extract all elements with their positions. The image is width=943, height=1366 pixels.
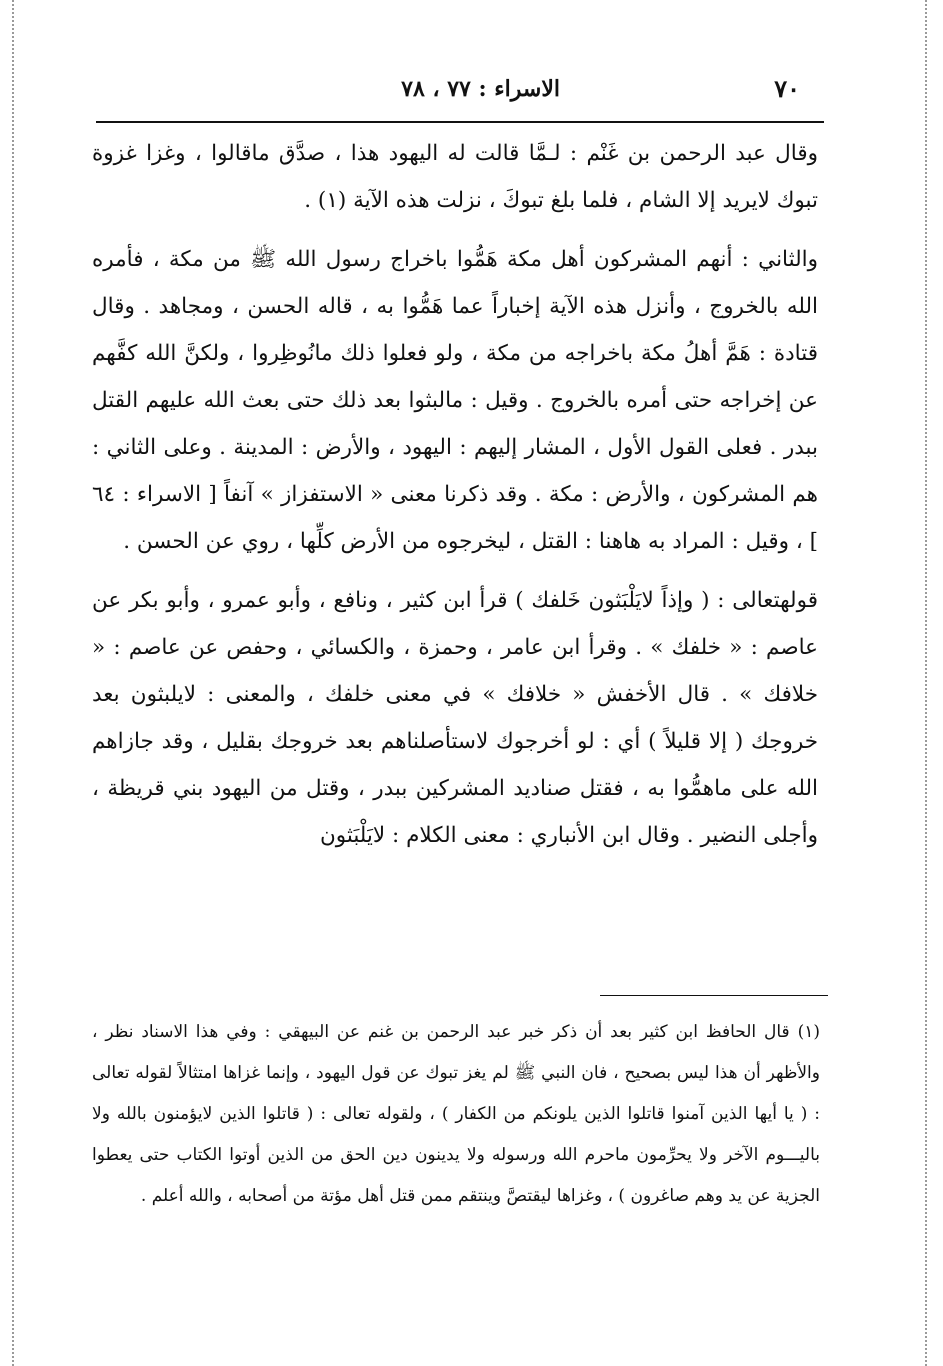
paragraph-3: قولهتعالى : ( وإذاً لايَلْبَثون خَلفك ) قرأ ابن كثير ، ونافع ، وأبو عمرو ، وأبو بكر عن عاصم : « خلفك » . وقرأ ابن عامر ، وحمزة ، والكسائي ، وحفص عن عاصم : « خلافك » . قال الأخفش « خلافك » في معنى خلفك ، والمعنى : لايلبثون بعد خروجك ( إلا قليلاً ) أي : لو أخرجوك لاستأصلناهم بعد خروجك بقليل ، وقد جازاهم الله على ماهمُّوا به ، فقتل صناديد المشركين ببدر ، وقتل من اليهود بني قريظة ، وأجلى النضير . وقال ابن الأنباري : معنى الكلام : لايَلْبَثون	[92, 588, 818, 848]
paragraph-2: والثاني : أنهم المشركون أهل مكة هَمُّوا باخراج رسول الله ﷺ من مكة ، فأمره الله بالخروج ، وأنزل هذه الآية إخباراً عما هَمُّوا به ، قاله الحسن ، ومجاهد . وقال قتادة : هَمَّ أهلُ مكة باخراجه من مكة ، ولو فعلوا ذلك مانُوظِروا ، ولكنَّ الله كفَّهم عن إخراجه حتى أمره بالخروج . وقيل : مالبثوا بعد ذلك حتى بعث الله عليهم القتل ببدر . فعلى القول الأول ، المشار إليهم : اليهود ، والأرض : المدينة . وعلى الثاني : هم المشركون ، والأرض : مكة . وقد ذكرنا معنى « الاستفزاز » آنفاً [ الاسراء : ٦٤ ] ، وقيل : المراد به هاهنا : القتل ، ليخرجوه من الأرض كلِّها ، روي عن الحسن .	[92, 247, 818, 554]
header-rule	[96, 121, 824, 123]
main-text	[92, 130, 818, 859]
scan-edge-right	[925, 0, 927, 1366]
page-number: ٧٠	[774, 74, 800, 103]
footnote-1: (١) قال الحافظ ابن كثير بعد أن ذكر خبر عبد الرحمن بن غنم عن البيهقي : وفي هذا الاسناد نظر ، والأظهر أن هذا ليس بصحيح ، فان النبي ﷺ لم يغز تبوك عن قول اليهود ، وإنما غزاها امتثالاً لقوله تعالى : ( يا أيها الذين آمنوا قاتلوا الذين يلونكم من الكفار ) ، ولقوله تعالى : ( قاتلوا الذين لايؤمنون بالله ولا باليـــوم الآخر ولا يحرِّمون ماحرم الله ورسوله ولا يدينون دين الحق من الذين أوتوا الكتاب حتى يعطوا الجزية عن يد وهم صاغرون ) ، وغزاها ليقتصَّ وينتقم ممن قتل أهل مؤتة من أصحابه ، والله أعلم .	[92, 1022, 820, 1206]
scan-edge-left	[12, 0, 14, 1366]
running-head	[100, 74, 800, 114]
footnote-rule	[600, 995, 828, 996]
running-title: الاسراء : ٧٧ ، ٧٨	[401, 76, 560, 102]
paragraph-1: وقال عبد الرحمن بن غَنْم : لـمَّا قالت له اليهود هذا ، صدَّق ماقالوا ، وغزا غزوة تبوك لايريد إلا الشام ، فلما بلغ تبوكَ ، نزلت هذه الآية (١) .	[92, 141, 818, 213]
footnotes	[92, 1012, 820, 1217]
